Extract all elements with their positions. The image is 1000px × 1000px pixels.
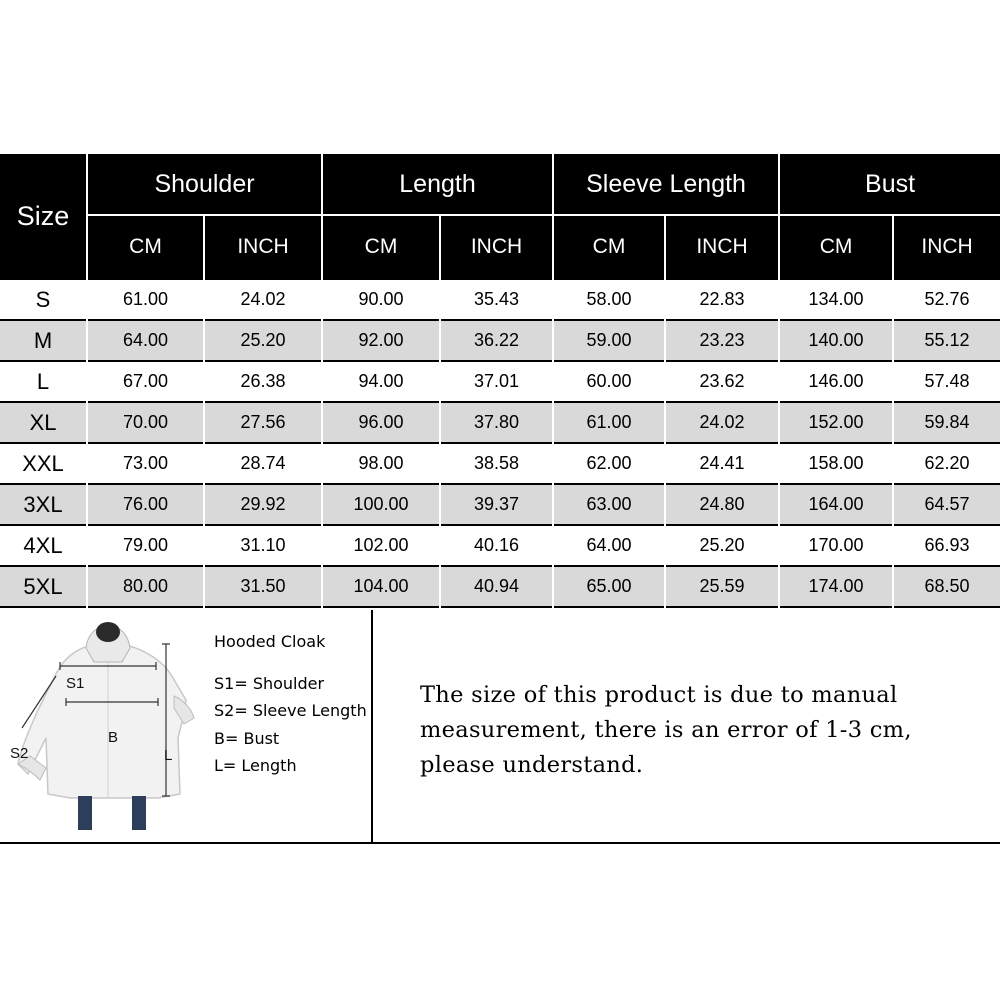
size-label-cell: XL bbox=[0, 401, 86, 442]
measurement-cell: 76.00 bbox=[88, 483, 203, 524]
size-label-cell: 3XL bbox=[0, 483, 86, 524]
legend-item-shoulder: S1= Shoulder bbox=[214, 673, 325, 693]
panel-divider bbox=[371, 610, 373, 842]
measurement-cell: 58.00 bbox=[554, 278, 664, 319]
measurement-cell: 52.76 bbox=[894, 278, 1000, 319]
size-label-cell: L bbox=[0, 360, 86, 401]
measurement-cell: 31.10 bbox=[205, 524, 321, 565]
measurement-cell: 146.00 bbox=[780, 360, 892, 401]
note-line: The size of this product is due to manual bbox=[420, 682, 898, 708]
measurement-cell: 68.50 bbox=[894, 565, 1000, 608]
unit-header: INCH bbox=[441, 216, 552, 278]
unit-header: CM bbox=[780, 216, 892, 278]
measurement-cell: 24.02 bbox=[205, 278, 321, 319]
measurement-cell: 100.00 bbox=[323, 483, 439, 524]
measurement-cell: 26.38 bbox=[205, 360, 321, 401]
label-s1: S1 bbox=[66, 675, 85, 692]
measurement-note bbox=[420, 678, 980, 783]
size-label-cell: 5XL bbox=[0, 565, 86, 608]
legend-item-bust: B= Bust bbox=[214, 728, 280, 748]
measurement-cell: 40.94 bbox=[441, 565, 552, 608]
table-row bbox=[0, 524, 1000, 565]
measurement-cell: 25.59 bbox=[666, 565, 778, 608]
measurement-cell: 28.74 bbox=[205, 442, 321, 483]
measurement-cell: 61.00 bbox=[88, 278, 203, 319]
table-row bbox=[0, 319, 1000, 360]
table-row bbox=[0, 565, 1000, 608]
measurement-cell: 70.00 bbox=[88, 401, 203, 442]
label-b: B bbox=[108, 729, 119, 746]
size-chart-table bbox=[0, 154, 1000, 608]
measurement-cell: 29.92 bbox=[205, 483, 321, 524]
measurement-cell: 55.12 bbox=[894, 319, 1000, 360]
legend-item-sleeve-length: S2= Sleeve Length bbox=[214, 701, 367, 720]
measurement-cell: 62.00 bbox=[554, 442, 664, 483]
measurement-cell: 96.00 bbox=[323, 401, 439, 442]
measurement-cell: 63.00 bbox=[554, 483, 664, 524]
measurement-cell: 66.93 bbox=[894, 524, 1000, 565]
label-l: L bbox=[164, 747, 173, 764]
measurement-cell: 134.00 bbox=[780, 278, 892, 319]
measurement-cell: 37.80 bbox=[441, 401, 552, 442]
measurement-cell: 65.00 bbox=[554, 565, 664, 608]
measurement-cell: 37.01 bbox=[441, 360, 552, 401]
size-label-cell: XXL bbox=[0, 442, 86, 483]
measurement-cell: 64.00 bbox=[554, 524, 664, 565]
group-header-sleeve-length: Sleeve Length bbox=[554, 154, 778, 216]
measurement-cell: 23.62 bbox=[666, 360, 778, 401]
size-label-cell: M bbox=[0, 319, 86, 360]
unit-header: INCH bbox=[205, 216, 321, 278]
measurement-cell: 40.16 bbox=[441, 524, 552, 565]
measurement-cell: 25.20 bbox=[205, 319, 321, 360]
measurement-cell: 140.00 bbox=[780, 319, 892, 360]
measurement-cell: 59.84 bbox=[894, 401, 1000, 442]
measurement-cell: 31.50 bbox=[205, 565, 321, 608]
label-s2: S2 bbox=[10, 745, 29, 762]
measurement-guide-panel bbox=[0, 610, 1000, 844]
measurement-cell: 98.00 bbox=[323, 442, 439, 483]
measurement-cell: 24.41 bbox=[666, 442, 778, 483]
measurement-cell: 90.00 bbox=[323, 278, 439, 319]
measurement-cell: 164.00 bbox=[780, 483, 892, 524]
size-column-header: Size bbox=[0, 154, 86, 278]
measurement-cell: 73.00 bbox=[88, 442, 203, 483]
unit-header: CM bbox=[323, 216, 439, 278]
measurement-cell: 94.00 bbox=[323, 360, 439, 401]
measurement-cell: 27.56 bbox=[205, 401, 321, 442]
measurement-cell: 92.00 bbox=[323, 319, 439, 360]
measurement-cell: 170.00 bbox=[780, 524, 892, 565]
table-row bbox=[0, 278, 1000, 319]
measurement-cell: 80.00 bbox=[88, 565, 203, 608]
measurement-legend bbox=[214, 628, 367, 780]
hooded-cloak-figure bbox=[8, 618, 203, 836]
measurement-cell: 62.20 bbox=[894, 442, 1000, 483]
unit-header: CM bbox=[554, 216, 664, 278]
measurement-cell: 38.58 bbox=[441, 442, 552, 483]
measurement-cell: 24.80 bbox=[666, 483, 778, 524]
measurement-cell: 64.00 bbox=[88, 319, 203, 360]
table-row bbox=[0, 360, 1000, 401]
measurement-cell: 25.20 bbox=[666, 524, 778, 565]
table-row bbox=[0, 483, 1000, 524]
measurement-cell: 59.00 bbox=[554, 319, 664, 360]
measurement-cell: 174.00 bbox=[780, 565, 892, 608]
measurement-cell: 79.00 bbox=[88, 524, 203, 565]
measurement-cell: 152.00 bbox=[780, 401, 892, 442]
group-header-shoulder: Shoulder bbox=[88, 154, 321, 216]
measurement-cell: 61.00 bbox=[554, 401, 664, 442]
measurement-cell: 67.00 bbox=[88, 360, 203, 401]
legend-title: Hooded Cloak bbox=[214, 632, 326, 651]
measurement-cell: 24.02 bbox=[666, 401, 778, 442]
table-row bbox=[0, 401, 1000, 442]
measurement-cell: 23.23 bbox=[666, 319, 778, 360]
measurement-cell: 158.00 bbox=[780, 442, 892, 483]
size-label-cell: S bbox=[0, 278, 86, 319]
unit-header: CM bbox=[88, 216, 203, 278]
table-row bbox=[0, 442, 1000, 483]
measurement-cell: 104.00 bbox=[323, 565, 439, 608]
note-line: please understand. bbox=[420, 752, 644, 778]
group-header-length: Length bbox=[323, 154, 552, 216]
note-line: measurement, there is an error of 1-3 cm, bbox=[420, 717, 912, 743]
unit-header: INCH bbox=[666, 216, 778, 278]
group-header-bust: Bust bbox=[780, 154, 1000, 216]
size-label-cell: 4XL bbox=[0, 524, 86, 565]
measurement-cell: 36.22 bbox=[441, 319, 552, 360]
measurement-cell: 60.00 bbox=[554, 360, 664, 401]
legend-item-length: L= Length bbox=[214, 756, 297, 775]
measurement-cell: 102.00 bbox=[323, 524, 439, 565]
measurement-cell: 57.48 bbox=[894, 360, 1000, 401]
measurement-cell: 35.43 bbox=[441, 278, 552, 319]
unit-header: INCH bbox=[894, 216, 1000, 278]
measurement-cell: 22.83 bbox=[666, 278, 778, 319]
measurement-cell: 64.57 bbox=[894, 483, 1000, 524]
measurement-cell: 39.37 bbox=[441, 483, 552, 524]
